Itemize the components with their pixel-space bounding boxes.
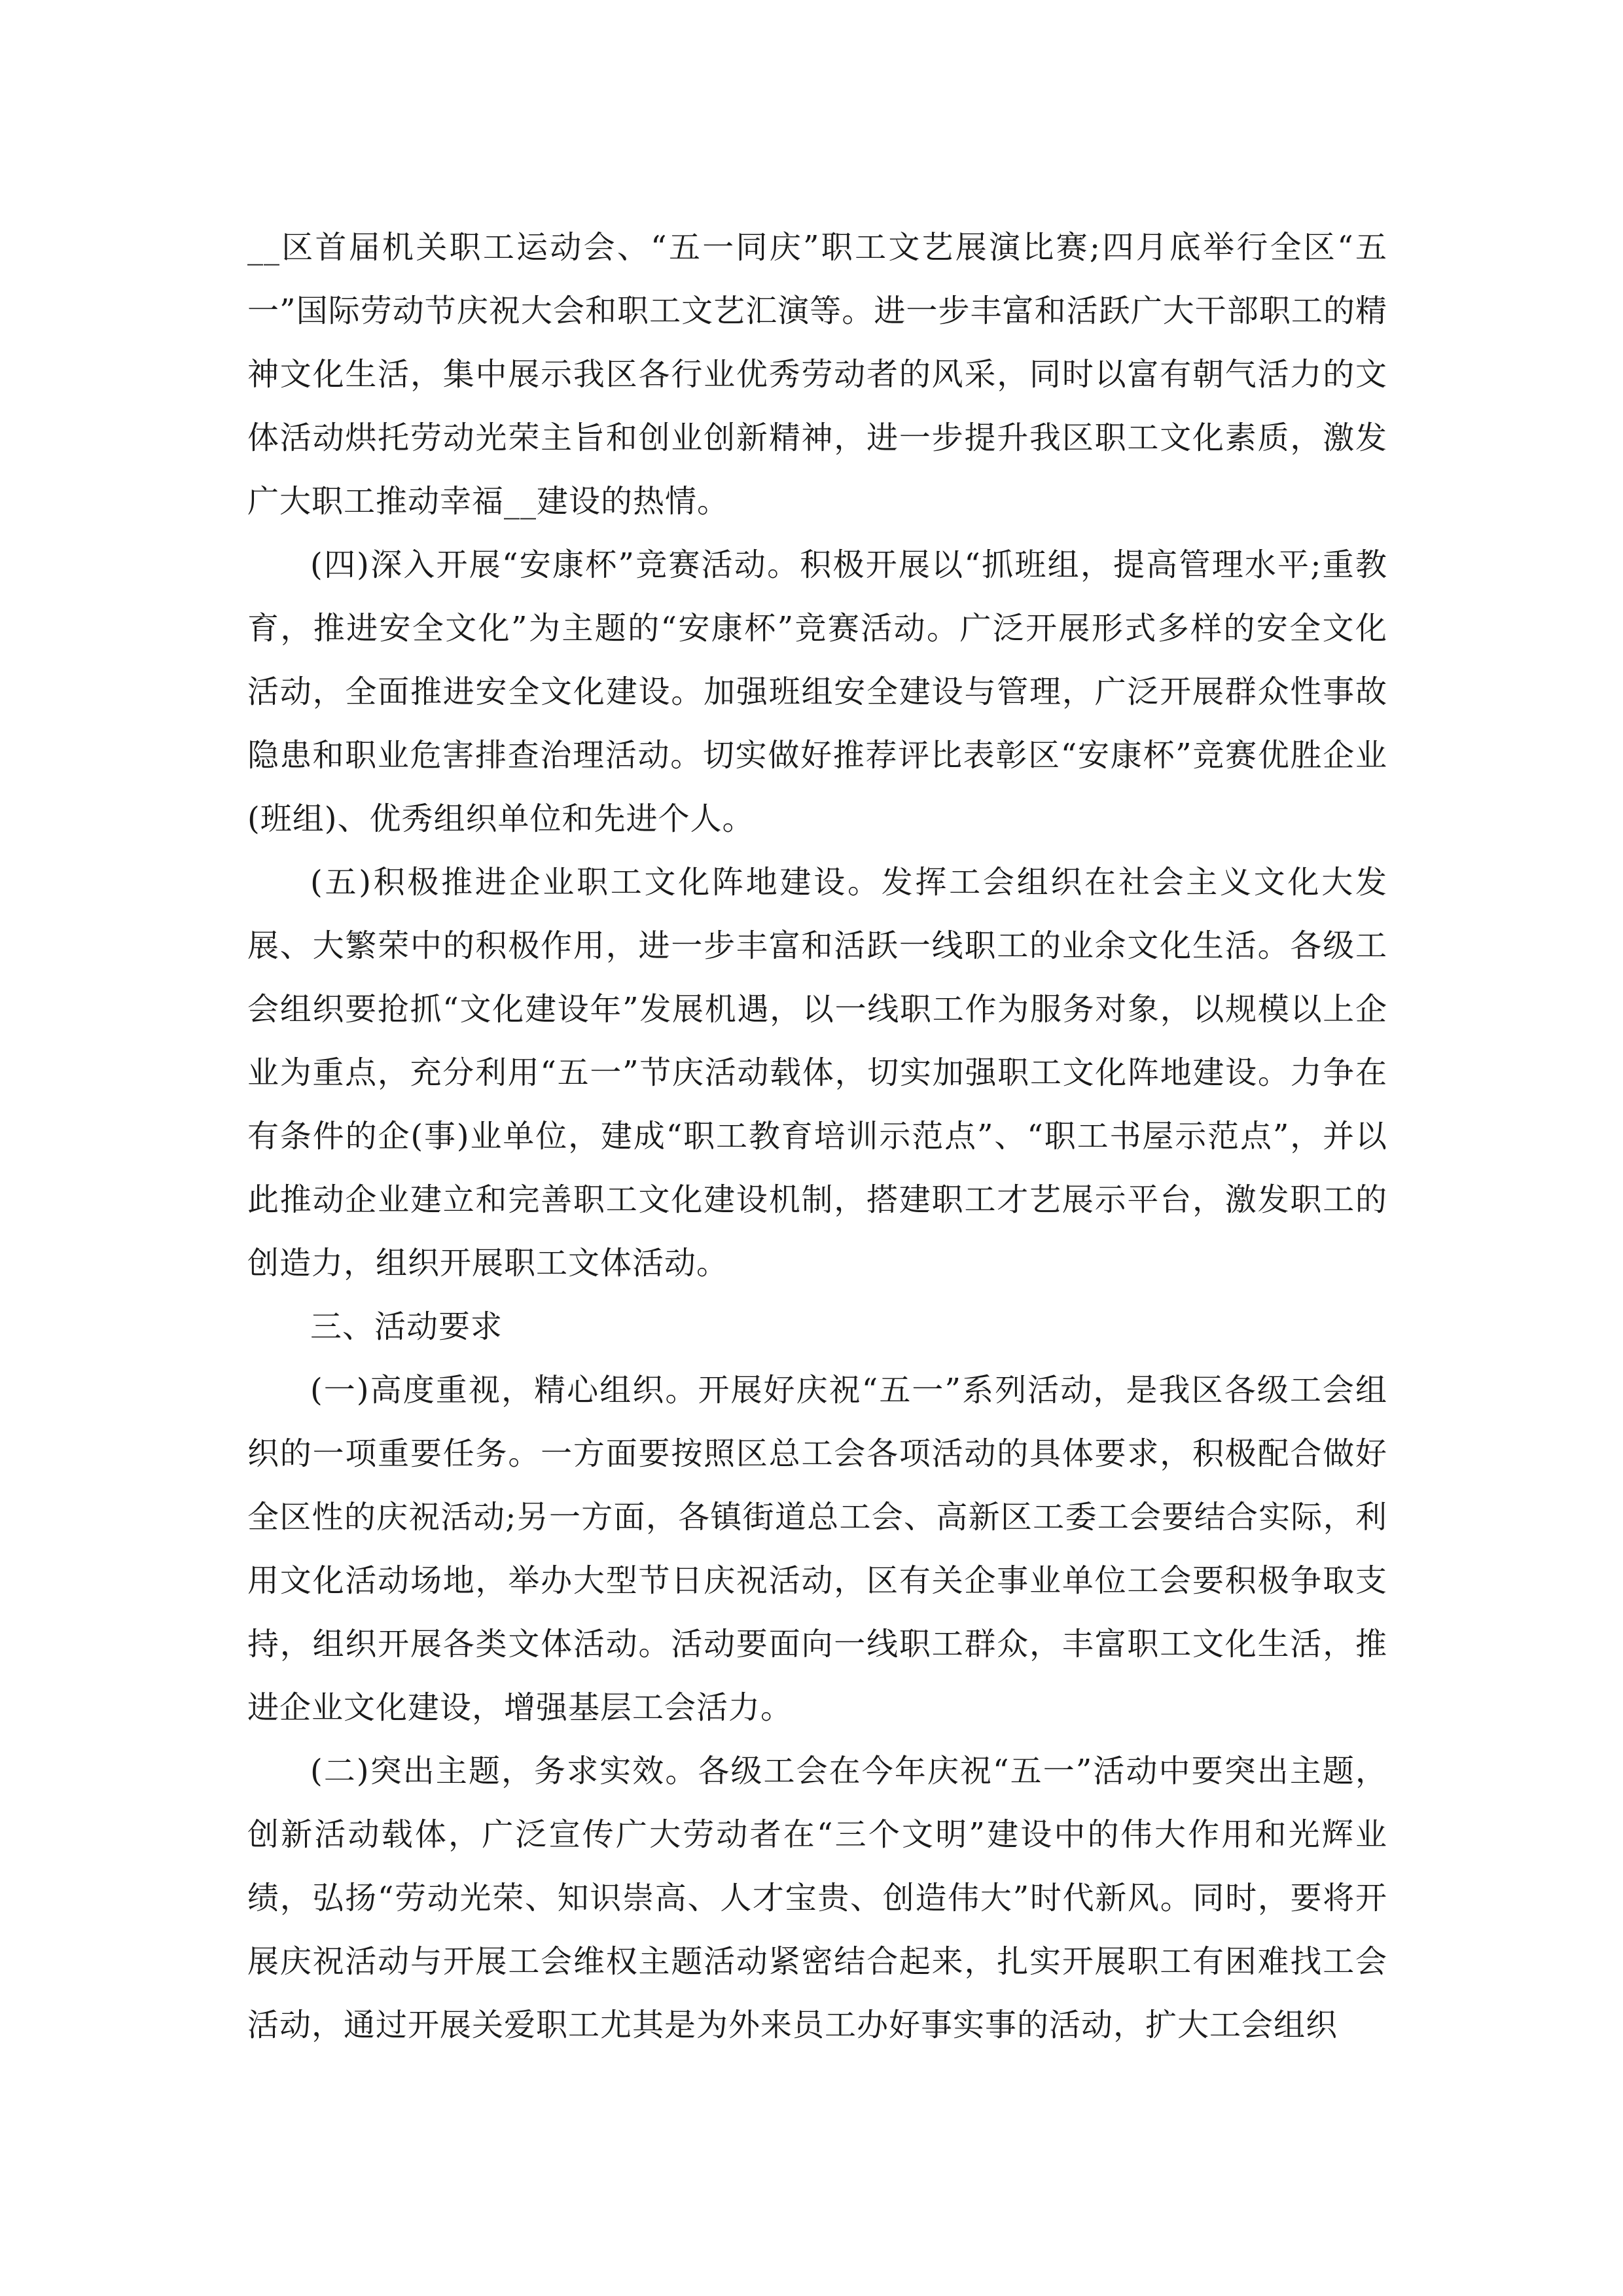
document-page — [247, 216, 1387, 2057]
paragraph-4: (一)高度重视，精心组织。开展好庆祝“五一”系列活动，是我区各级工会组织的一项重要任务。一方面要按照区总工会各项活动的具体要求，积极配合做好全区性的庆祝活动;另一方面，各镇街道总工会、高新区工委工会要结合实际，利用文化活动场地，举办大型节日庆祝活动，区有关企事业单位工会要积极争取支持，组织开展各类文体活动。活动要面向一线职工群众，丰富职工文化生活，推进企业文化建设，增强基层工会活力。 — [247, 1372, 1387, 1726]
paragraph-1: __区首届机关职工运动会、“五一同庆”职工文艺展演比赛;四月底举行全区“五一”国际劳动节庆祝大会和职工文艺汇演等。进一步丰富和活跃广大干部职工的精神文化生活，集中展示我区各行业优秀劳动者的风采，同时以富有朝气活力的文体活动烘托劳动光荣主旨和创业创新精神，进一步提升我区职工文化素质，激发广大职工推动幸福__建设的热情。 — [247, 229, 1387, 520]
paragraph-5: (二)突出主题，务求实效。各级工会在今年庆祝“五一”活动中要突出主题，创新活动载体，广泛宣传广大劳动者在“三个文明”建设中的伟大作用和光辉业绩，弘扬“劳动光荣、知识崇高、人才宝贵、创造伟大”时代新风。同时，要将开展庆祝活动与开展工会维权主题活动紧密结合起来，扎实开展职工有困难找工会活动，通过开展关爱职工尤其是为外来员工办好事实事的活动，扩大工会组织 — [247, 1753, 1387, 2043]
paragraph-3: (五)积极推进企业职工文化阵地建设。发挥工会组织在社会主义文化大发展、大繁荣中的积极作用，进一步丰富和活跃一线职工的业余文化生活。各级工会组织要抢抓“文化建设年”发展机遇，以一线职工作为服务对象，以规模以上企业为重点，充分利用“五一”节庆活动载体，切实加强职工文化阵地建设。力争在有条件的企(事)业单位，建成“职工教育培训示范点”、“职工书屋示范点”，并以此推动企业建立和完善职工文化建设机制，搭建职工才艺展示平台，激发职工的创造力，组织开展职工文体活动。 — [247, 864, 1387, 1282]
paragraph-2: (四)深入开展“安康杯”竞赛活动。积极开展以“抓班组，提高管理水平;重教育，推进安全文化”为主题的“安康杯”竞赛活动。广泛开展形式多样的安全文化活动，全面推进安全文化建设。加强班组安全建设与管理，广泛开展群众性事故隐患和职业危害排查治理活动。切实做好推荐评比表彰区“安康杯”竞赛优胜企业(班组)、优秀组织单位和先进个人。 — [247, 547, 1387, 837]
section-heading: 三、活动要求 — [310, 1308, 503, 1345]
